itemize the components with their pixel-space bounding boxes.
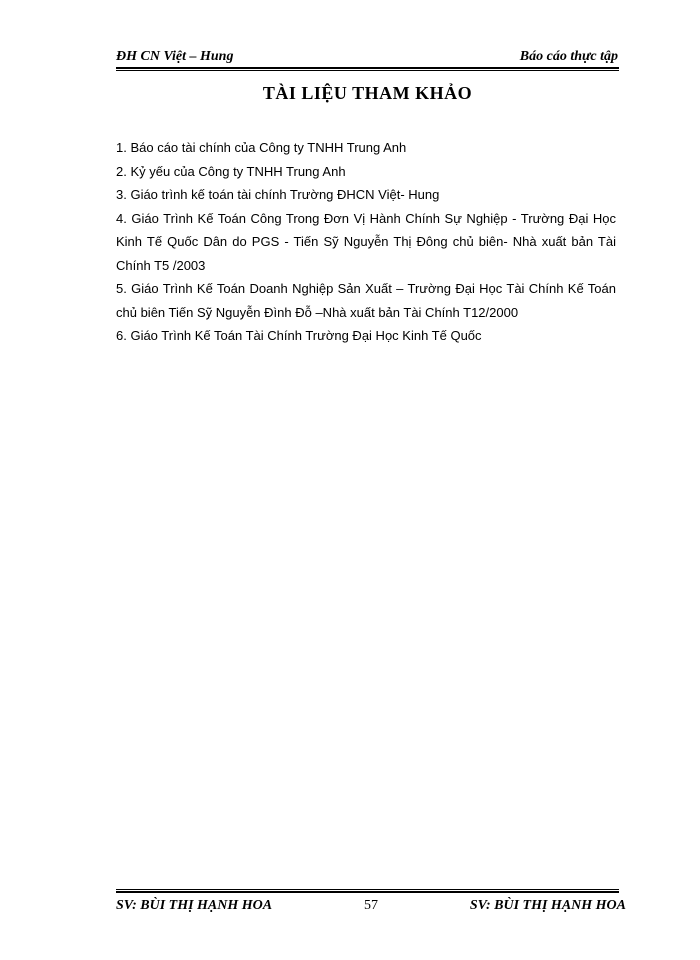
footer-rule-thin <box>116 889 619 890</box>
footer-left-text: SV: BÙI THỊ HẠNH HOA <box>116 898 273 913</box>
reference-item: 2. Kỷ yếu của Công ty TNHH Trung Anh <box>116 163 346 179</box>
footer-rule <box>116 891 619 893</box>
header-left-text: ĐH CN Việt – Hung <box>116 49 234 64</box>
reference-item: 1. Báo cáo tài chính của Công ty TNHH Trung Anh <box>116 140 407 155</box>
page-footer <box>116 897 626 915</box>
page-title: TÀI LIỆU THAM KHẢO <box>262 83 473 103</box>
footer-right-text: SV: BÙI THỊ HẠNH HOA <box>469 898 626 913</box>
reference-item: 4. Giáo Trình Kế Toán Công Trong Đơn Vị Hành Chính Sự Nghiệp - Trường Đại Học Kinh Tế Quốc Dân do PGS - Tiến Sỹ Nguyễn Thị Đông chủ biên- Nhà xuất bản Tài Chính T5 /2003 <box>116 210 616 273</box>
page-header <box>116 48 618 68</box>
header-rule-thin <box>116 70 619 71</box>
page-number: 57 <box>364 898 378 913</box>
reference-item: 3. Giáo trình kế toán tài chính Trường ĐHCN Việt- Hung <box>116 187 440 202</box>
header-rule <box>116 67 619 69</box>
reference-item: 6. Giáo Trình Kế Toán Tài Chính Trường Đại Học Kinh Tế Quốc <box>116 328 482 343</box>
header-right-text: Báo cáo thực tập <box>519 49 618 64</box>
reference-item: 5. Giáo Trình Kế Toán Doanh Nghiệp Sản Xuất – Trường Đại Học Tài Chính Kế Toán chủ biên Tiến Sỹ Nguyễn Đình Đỗ –Nhà xuất bản Tài Chính T12/2000 <box>116 281 616 320</box>
reference-list <box>116 136 616 348</box>
